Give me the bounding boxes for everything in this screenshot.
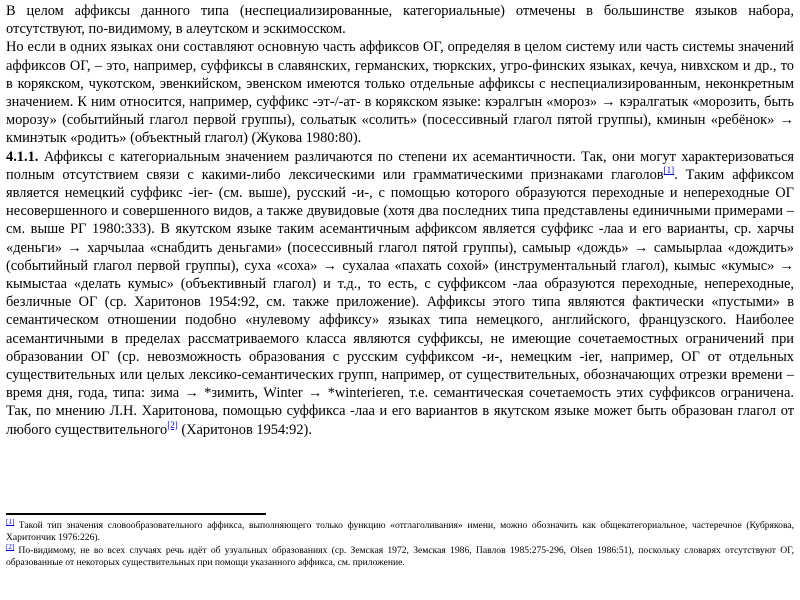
paragraph-3-text-c: (Харитонов 1954:92).	[177, 421, 312, 438]
footnote-link-1[interactable]: [1]	[663, 165, 675, 176]
paragraph-3-text-b: . Таким аффиксом является немецкий суффикс -ier- (см. выше), русский -и-, с помощью которого образуются переходные и непереходные ОГ несовершенного и совершенного видов, а также двувидовые (хотя два последних типа представлены единичными примерами – см. выше РГ 1980:333). В якутском языке таким асемантичным аффиксом является суффикс -лаа и его варианты, ср. харчы «деньги» → харчылаа «снабдить деньгами» (посессивный глагол пятой группы), самыыр «дождь» → самыырлаа «дождить» (событийный глагол первой группы), суха «соха» → сухалаа «пахать сохой» (инструментальный глагол), кымыс «кумыс» → кымыстаа «делать кумыс» (объективный глагол) и т.д., то есть, с суффиксом -лаа образуются переходные, непереходные, безличные ОГ (ср. Харитонов 1954:92, см. также приложение). Аффиксы этого типа являются фактически «пустыми» в семантическом отношении подобно «нулевому аффиксу» языках типа немецкого, английского, французского. Наиболее асемантичными в пределах рассматриваемого класса являются суффиксы, не имеющие сочетаемостных ограничений при образовании ОГ (ср. невозможность образования с русским суффиксом -и-, немецким -ier, например, ОГ от отдельных существительных или целых лексико-семантических групп, например, от существительных, обозначающих отрезки времени – время дня, года, типа: зима → *зимить, Winter → *winterieren, т.е. семантическая сочетаемость этих суффиксов ограничена. Так, по мнению Л.Н. Харитонова, помощью суффикса -лаа и его вариантов в якутском языке может быть образован глагол от любого существительного	[6, 166, 794, 438]
footnotes	[6, 517, 794, 570]
footnote-text-1: Такой тип значения словообразовательного аффикса, выполняющего только функцию «отглаголивания» имени, можно обозначить как общекатегориальное, частеречное (Кубрякова, Харитончик 1976:226).	[6, 520, 794, 544]
footnote-separator	[6, 513, 266, 515]
footnote-mark-1[interactable]: [1]	[6, 517, 15, 526]
footnote-2	[6, 542, 794, 570]
paragraph-3-text-a: Аффиксы с категориальным значением различаются по степени их асемантичности. Так, они могут характеризоваться полным отсутствием связи с какими-либо лексическими или грамматическими признаками глаголов	[6, 148, 794, 183]
footnote-link-2[interactable]: [2]	[167, 419, 178, 430]
paragraph-2: Но если в одних языках они составляют основную часть аффиксов ОГ, определяя в целом систему или часть системы значений аффиксов ОГ, – это, например, суффиксы в славянских, германских, тюркских, угро-финских языках, кечуа, нивхском и др., то в корякском, чукотском, эвенкийском, эвенском имеются только отдельные аффиксы с неспециализированным, неконкретным значением. К ним относится, например, суффикс -эт-/-ат- в корякском языке: кэралгын «мороз» → кэралгатык «морозить, быть морозу» (событийный глагол первой группы), сольатык «солить» (посессивный глагол пятой группы), кминын «ребёнок» → кминэтык «родить» (объектный глагол) (Жукова 1980:80).	[6, 39, 794, 147]
document-body	[6, 2, 794, 439]
paragraph-3	[6, 148, 794, 439]
footnote-1	[6, 517, 794, 545]
section-number: 4.1.1.	[6, 148, 39, 165]
footnote-text-2: По-видимому, не во всех случаях речь идёт об узуальных образованиях (ср. Земская 1972, Земская 1986, Павлов 1985:275-296, Olsen 1986:51), поскольку словарях отсутствуют ОГ, образованные от некоторых существительных при помощи указанного аффикса, см. приложение.	[6, 544, 794, 569]
footnote-mark-2[interactable]: [2]	[6, 542, 15, 551]
paragraph-1: В целом аффиксы данного типа (неспециализированные, категориальные) отмечены в большинстве языков набора, отсутствуют, по-видимому, в алеутском и эскимосском.	[6, 3, 794, 38]
